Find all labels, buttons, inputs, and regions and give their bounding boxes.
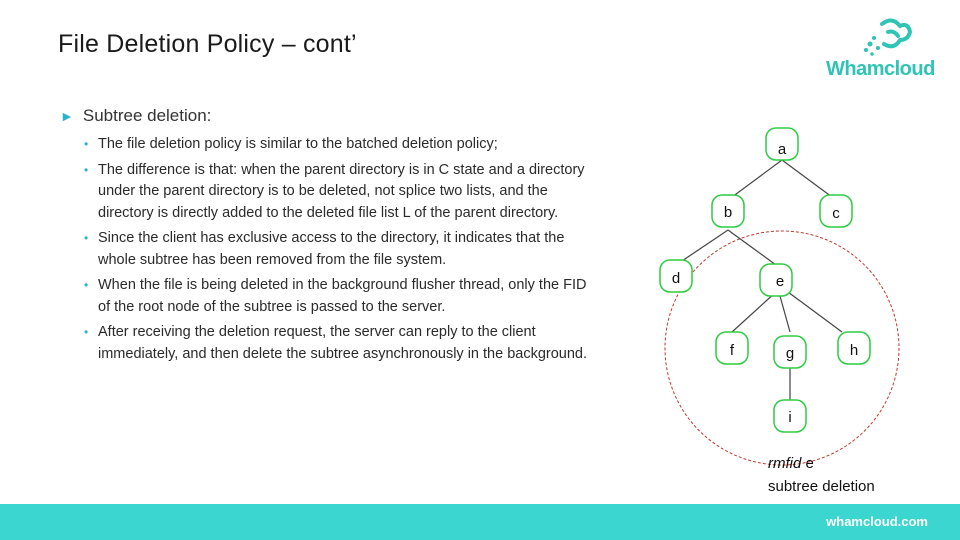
bullet-list: [84, 134, 594, 369]
node-c-label: c: [832, 205, 840, 222]
edge-e-g: [780, 296, 790, 332]
bullet-item: • The file deletion policy is similar to the batched deletion policy;: [84, 134, 594, 156]
node-d-label: d: [671, 270, 681, 287]
node-f-label: f: [729, 342, 735, 359]
node-a-label: a: [777, 141, 787, 158]
caption-node: e: [801, 455, 814, 472]
node-e-label: e: [775, 273, 785, 290]
bullet-item: • Since the client has exclusive access to the directory, it indicates that the whole subtree has been removed from the file system.: [84, 228, 594, 271]
edge-e-h: [788, 292, 842, 332]
node-g-label: g: [785, 345, 795, 362]
diagram-caption: [768, 452, 875, 498]
node-h-label: h: [849, 342, 859, 359]
bullet-item: • The difference is that: when the parent directory is in C state and a directory under the parent directory is to be deleted, not splice two lists, and the directory is directly added to the deleted file list L of the parent directory.: [84, 160, 594, 225]
edge-a-b: [728, 160, 782, 200]
caption-line-1: [768, 452, 875, 475]
bullet-item: • When the file is being deleted in the background flusher thread, only the FID of the root node of the subtree is passed to the server.: [84, 275, 594, 318]
brand-wordmark: Whamcloud: [826, 58, 935, 80]
slide-title: File Deletion Policy – cont’: [58, 30, 357, 58]
caption-rmfid: rmfid: [768, 455, 802, 472]
node-b-label: b: [723, 204, 733, 221]
edge-e-f: [732, 292, 776, 332]
triangle-right-icon: ►: [60, 108, 74, 124]
footer-bar: [0, 504, 960, 540]
caption-line-2: subtree deletion: [768, 478, 875, 495]
edge-a-c: [782, 160, 836, 200]
footer-url[interactable]: whamcloud.com: [826, 514, 928, 529]
subtree-diagram: [640, 110, 940, 490]
section-heading: [60, 106, 211, 126]
node-i-label: i: [788, 409, 792, 426]
bullet-item: • After receiving the deletion request, the server can reply to the client immediately, and then delete the subtree asynchronously in the background.: [84, 322, 594, 365]
section-heading-text: Subtree deletion:: [82, 106, 212, 125]
